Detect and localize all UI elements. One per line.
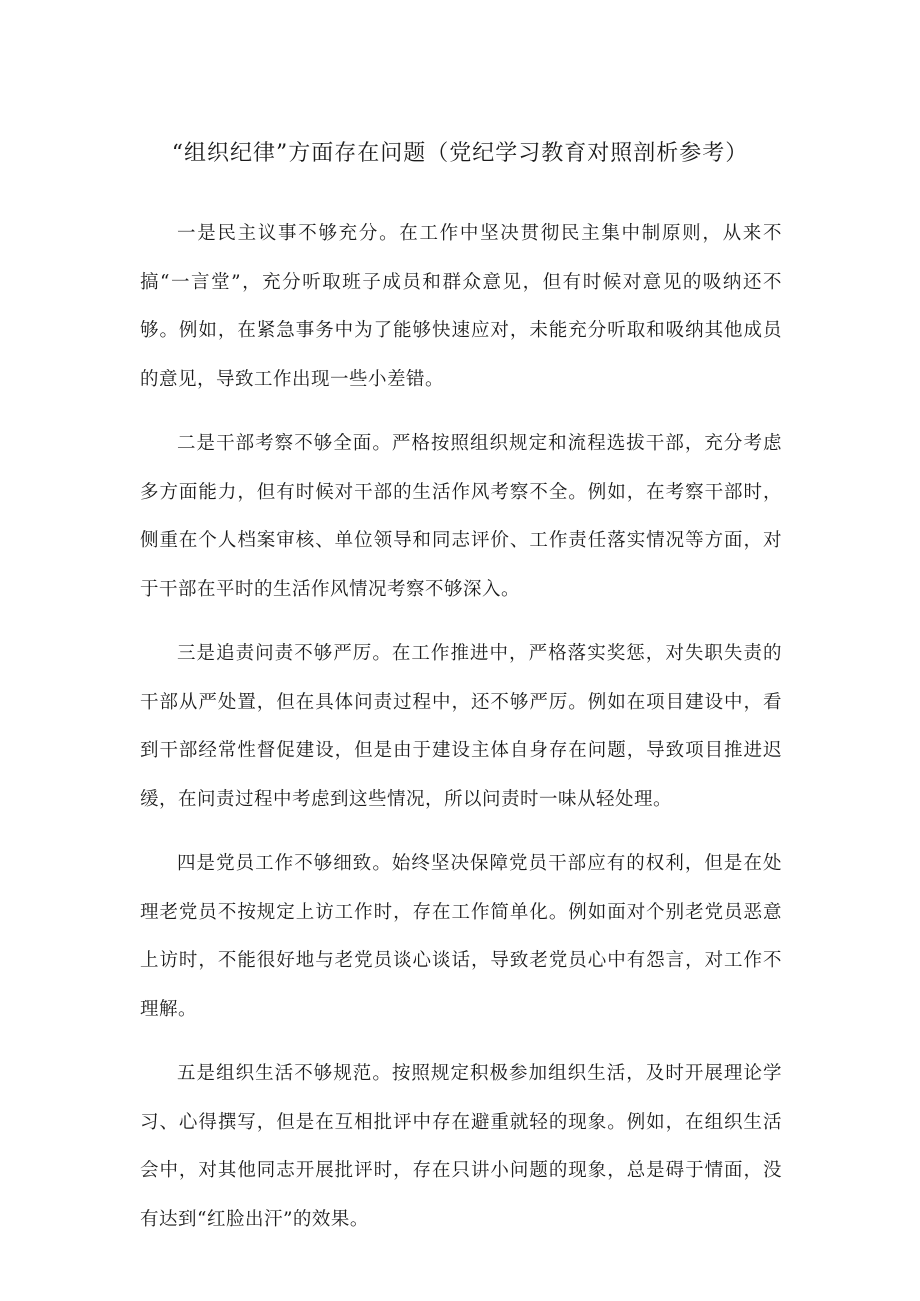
- document-body: [140, 210, 782, 1260]
- paragraph-cadre-assessment: 二是干部考察不够全面。严格按照组织规定和流程选拔干部，充分考虑多方面能力，但有时候对干部的生活作风考察不全。例如，在考察干部时，侧重在个人档案审核、单位领导和同志评价、工作责任落实情况等方面，对于干部在平时的生活作风情况考察不够深入。: [140, 433, 782, 600]
- paragraph-democratic-discussion: 一是民主议事不够充分。在工作中坚决贯彻民主集中制原则，从来不搞“一言堂”，充分听取班子成员和群众意见，但有时候对意见的吸纳还不够。例如，在紧急事务中为了能够快速应对，未能充分听取和吸纳其他成员的意见，导致工作出现一些小差错。: [140, 223, 782, 390]
- document-title: “组织纪律”方面存在问题（党纪学习教育对照剖析参考）: [171, 141, 749, 166]
- paragraph-party-member-work: 四是党员工作不够细致。始终坚决保障党员干部应有的权利，但是在处理老党员不按规定上访工作时，存在工作简单化。例如面对个别老党员恶意上访时，不能很好地与老党员谈心谈话，导致老党员心中有怨言，对工作不理解。: [140, 853, 782, 1020]
- paragraph-accountability: 三是追责问责不够严厉。在工作推进中，严格落实奖惩，对失职失责的干部从严处置，但在具体问责过程中，还不够严厉。例如在项目建设中，看到干部经常性督促建设，但是由于建设主体自身存在问题，导致项目推进迟缓，在问责过程中考虑到这些情况，所以问责时一味从轻处理。: [140, 643, 782, 810]
- paragraph-organizational-life: 五是组织生活不够规范。按照规定积极参加组织生活，及时开展理论学习、心得撰写，但是在互相批评中存在避重就轻的现象。例如，在组织生活会中，对其他同志开展批评时，存在只讲小问题的现象，总是碍于情面，没有达到“红脸出汗”的效果。: [140, 1063, 782, 1230]
